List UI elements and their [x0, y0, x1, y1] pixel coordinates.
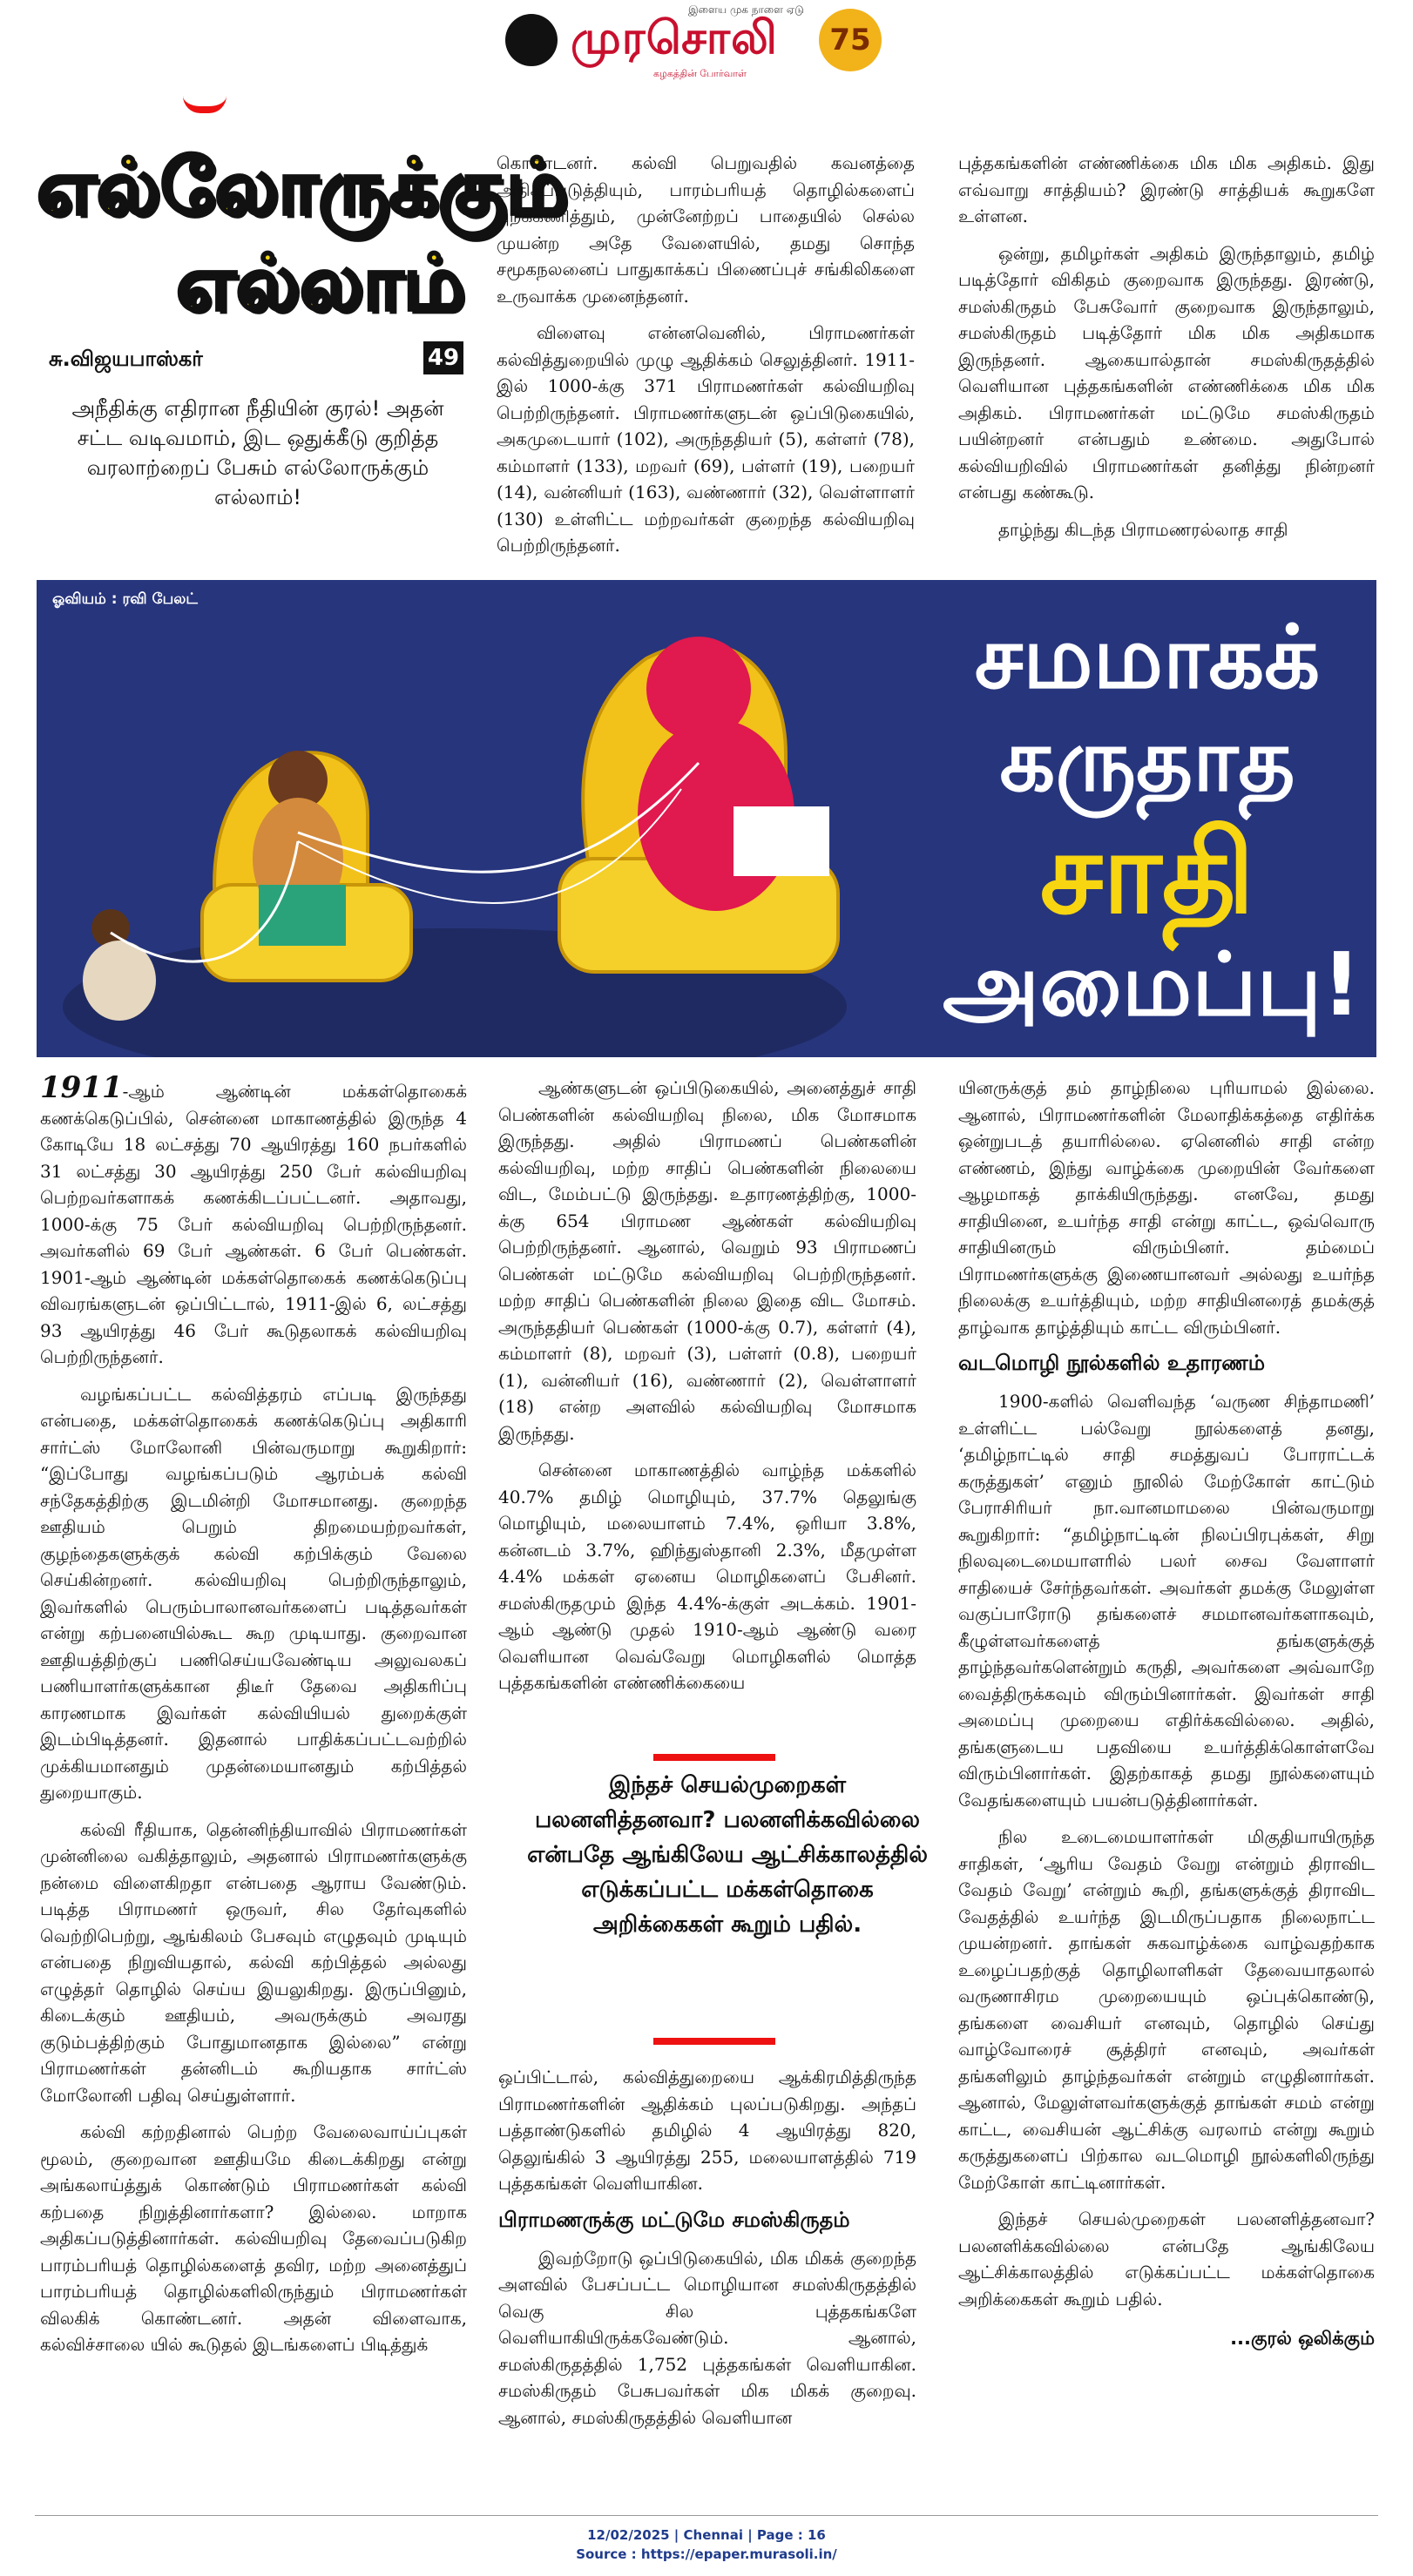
paragraph: 1900-களில் வெளிவந்த ‘வருண சிந்தாமணி’ உள்ளிட்ட பல்வேறு நூல்களைத் தனது, ‘தமிழ்நாட்டில் சாதி சமத்துவப் போராட்டக் கருத்துகள்’ எனும் நூலில் மேற்கோள் காட்டும் பேராசிரியர் நா.வானமாமலை பின்வருமாறு கூறுகிறார்: “தமிழ்நாட்டின் நிலப்பிரபுக்கள், சிறு நிலவுடைமையாளரில் பலர் சைவ வேளாளர் சாதியைச் சேர்ந்தவர்கள். அவர்கள் தமக்கு மேலுள்ள வகுப்பாரோடு தங்களைச் சமமானவர்களாகவும், கீழுள்ளவர்களைத் தங்களுக்குத் தாழ்ந்தவர்களென்றும் கருதி, அவர்களை அவ்வாறே வைத்திருக்கவும் விரும்பினார்கள். இவர்கள் சாதி அமைப்பு முறையை எதிர்க்கவில்லை. அதில், தங்களுடைய பதவியை உயர்த்திக்கொள்ளவே விரும்பினார்கள். இதற்காகத் தமது நூல்களையும் வேதங்களையும் பயன்படுத்தினார்கள்.	[958, 1391, 1375, 1811]
masthead-name: முரசொலி	[571, 12, 778, 64]
paragraph: கல்வி கற்றதினால் பெற்ற வேலைவாய்ப்புகள் மூலம், குறைவான ஊதியமே கிடைக்கிறது என்று அங்கலாய்த்துக் கொண்டும் பிராமணர்கள் கல்வி கற்பதை நிறுத்தினார்களா? இல்லை. மாறாக அதிகப்படுத்தினார்கள். கல்வியறிவு தேவைப்படுகிற பாரம்பரியத் தொழில்களைத் தவிர, மற்ற அனைத்துப் பாரம்பரியத் தொழில்களிலிருந்தும் பிராமணர்கள் விலகிக் கொண்டனர். அதன் விளைவாக, கல்விச்சாலை யில் கூடுதல் இடங்களைப் பிடித்துக்	[40, 2121, 467, 2355]
footer-rule	[35, 2515, 1378, 2516]
signoff: ...குரல் ஒலிக்கும்	[1230, 2328, 1375, 2349]
illustration-credit: ஓவியம் : ரவி பேலட்	[52, 590, 198, 608]
bottom-column-2-top	[498, 1075, 916, 1707]
author-byline: சு.விஜயபாஸ்கர்	[49, 347, 203, 371]
bottom-column-3	[958, 1075, 1375, 2362]
bottom-column-1	[40, 1070, 467, 2369]
paragraph: புத்தகங்களின் எண்ணிக்கை மிக மிக அதிகம். இது எவ்வாறு சாத்தியம்? இரண்டு சாத்தியக் கூறுகளே உள்ளன.	[958, 152, 1375, 226]
illustration-headline	[943, 606, 1362, 1036]
top-column-3	[958, 150, 1375, 553]
bottom-column-2-bottom	[498, 2064, 916, 2441]
paragraph: இவற்றோடு ஒப்பிடுகையில், மிக மிகக் குறைந்த அளவில் பேசப்பட்ட மொழியான சமஸ்கிருதத்தில் வெகு சில புத்தகங்களே வெளியாகியிருக்கவேண்டும். ஆனால், சமஸ்கிருதத்தில் 1,752 புத்தகங்கள் வெளியாகின. சமஸ்கிருதம் பேசுபவர்கள் மிக மிகக் குறைவு. ஆனால், சமஸ்கிருதத்தில் வெளியான	[498, 2247, 916, 2428]
paragraph: விளைவு என்னவெனில், பிராமணர்கள் கல்வித்துறையில் முழு ஆதிக்கம் செலுத்தினர். 1911-இல் 1000-க்கு 371 பிராமணர்கள் கல்வியறிவு பெற்றிருந்தனர். பிராமணர்களுடன் ஒப்பிடுகையில், அகமுடையார் (102), அருந்ததியர் (5), கள்ளர் (78), கம்மாளர் (133), மறவர் (69), பள்ளர் (19), பறையர் (14), வன்னியர் (163), வண்ணார் (32), வெள்ளாளர் (130) உள்ளிட்ட மற்றவர்கள் குறைந்த கல்வியறிவு பெற்றிருந்தனர்.	[497, 322, 915, 556]
callout-rule-bottom	[653, 2038, 775, 2045]
illustration-headline-line2: கருதாத	[999, 709, 1295, 811]
footer-source-link[interactable]: Source : https://epaper.murasoli.in/	[576, 2546, 837, 2562]
paragraph	[40, 1070, 467, 1371]
footer	[0, 2525, 1413, 2564]
caste-hierarchy-illustration	[37, 580, 908, 1057]
article-deck: அநீதிக்கு எதிரான நீதியின் குரல்! அதன் சட்ட வடிவமாம், இட ஒதுக்கீடு குறித்த வரலாற்றைப் பேசும் எல்லோருக்கும் எல்லாம்!	[71, 396, 444, 509]
paragraph: நில உடைமையாளர்கள் மிகுதியாயிருந்த சாதிகள், ‘ஆரிய வேதம் வேறு என்றும் திராவிட வேதம் வேறு’ என்றும் கூறி, தங்களுக்குத் திராவிட வேதத்தில் உயர்ந்த இடமிருப்பதாக நிலைநாட்ட முயன்றனர். தாங்கள் சுகவாழ்க்கை வாழ்வதற்காக உழைப்பதற்குத் தொழிலாளிகள் தேவையாதலால் வருணாசிரம முறையையும் ஒப்புக்கொண்டு, தங்களை வைசியர் எனவும், தொழில் செய்து வாழ்வோரைச் சூத்திரர் எனவும், அவர்கள் தங்களிலும் தாழ்ந்தவர்கள் என்றும் எழுதினார்கள். ஆனால், மேலுள்ளவர்களுக்குத் தாங்கள் சமம் என்று காட்ட, வைசியன் ஆட்சிக்கு வரலாம் என்று கூறும் கருத்துகளைப் பிற்கால வடமொழி நூல்களிலிருந்து மேற்கோள் காட்டினார்கள்.	[958, 1826, 1375, 2193]
kneeling-figure-body	[83, 941, 156, 1021]
series-title-line1: எல்லோருக்கும்	[37, 142, 568, 232]
masthead-emblem-icon	[505, 14, 558, 66]
subheading: வடமொழி நூல்களில் உதாரணம்	[958, 1351, 1266, 1375]
paragraph-text: -ஆம் ஆண்டின் மக்கள்தொகைக் கணக்கெடுப்பில், சென்னை மாகாணத்தில் இருந்த 4 கோடியே 18 லட்சத்து 70 ஆயிரத்து 160 நபர்களில் 31 லட்சத்து 30 ஆயிரத்து 250 பேர் கல்வியறிவு பெற்றவர்களாகக் கணக்கிடப்பட்டனர். அதாவது, 1000-க்கு 75 பேர் கல்வியறிவு பெற்றிருந்தனர். அவர்களில் 69 பேர் ஆண்கள். 6 பேர் பெண்கள். 1901-ஆம் ஆண்டின் மக்கள்தொகைக் கணக்கெடுப்பு விவரங்களுடன் ஒப்பிட்டால், 1911-இல் 6, லட்சத்து 93 ஆயிரத்து 46 பேர் கூடுதலாகக் கல்வியறிவு பெற்றிருந்தனர்.	[40, 1081, 467, 1367]
masthead-tagline: இளைய முக நாளை ஏடு	[688, 3, 804, 16]
paragraph: ஒப்பிட்டால், கல்வித்துறையை ஆக்கிரமித்திருந்த பிராமணர்களின் ஆதிக்கம் புலப்படுகிறது. அந்தப் பத்தாண்டுகளில் தமிழில் 4 ஆயிரத்து 820, தெலுங்கில் 3 ஆயிரத்து 255, மலையாளத்தில் 719 புத்தகங்கள் வெளியாகின.	[498, 2067, 916, 2194]
footer-dateline: 12/02/2025 | Chennai | Page : 16	[587, 2527, 826, 2543]
anniversary-badge: 75	[819, 9, 882, 71]
illustration-panel	[37, 580, 1376, 1057]
illustration-headline-line1: சமமாகக்	[974, 606, 1321, 708]
paragraph: தாழ்ந்து கிடந்த பிராமணரல்லாத சாதி	[998, 518, 1288, 540]
paragraph: வழங்கப்பட்ட கல்வித்தரம் எப்படி இருந்தது என்பதை, மக்கள்தொகைக் கணக்கெடுப்பு அதிகாரி சார்ட்ஸ் மோலோனி பின்வருமாறு கூறுகிறார்: “இப்போது வழங்கப்படும் ஆரம்பக் கல்வி சந்தேகத்திற்கு இடமின்றி மோசமானது. குறைந்த ஊதியம் பெறும் திறமையற்றவர்கள், குழந்தைகளுக்குக் கல்வி கற்பிக்கும் வேலை செய்கின்றனர். கல்வியறிவு பெற்றிருந்தாலும், இவர்களில் பெரும்பாலானவர்களைப் படித்தவர்கள் என்று கற்பனையில்கூட கூற முடியாது. குறைவான ஊதியத்திற்குப் பணிசெய்யவேண்டிய அலுவலகப் பணியாளர்களுக்கான திடீர் தேவை அதிகரிப்பு காரணமாக இவர்கள் கல்வியியல் துறைக்குள் இடம்பிடித்தனர். இதனால் பாதிக்கப்பட்டவற்றில் முக்கியமானதும் முதன்மையானதும் கற்பித்தல் துறையாகும்.	[40, 1383, 467, 1803]
pull-quote: இந்தச் செயல்முறைகள் பலனளித்தனவா? பலனளிக்கவில்லை என்பதே ஆங்கிலேய ஆட்சிக்காலத்தில் எடுக்கப்பட்ட மக்கள்தொகை அறிக்கைகள் கூறும் பதில்.	[527, 1772, 928, 1938]
paragraph: கல்வி ரீதியாக, தென்னிந்தியாவில் பிராமணர்கள் முன்னிலை வகித்தாலும், அதனால் பிராமணர்களுக்கு நன்மை விளைகிறதா என்பதை ஆராய வேண்டும். படித்த பிராமணர் ஒருவர், சில தேர்வுகளில் வெற்றிபெற்று, ஆங்கிலம் பேசவும் எழுதவும் முடியும் என்பதை நிறுவியதால், கல்வி கற்பித்தல் அல்லது எழுத்தர் தொழில் செய்ய இயலுகிறது. இருப்பினும், கிடைக்கும் ஊதியம், அவருக்கும் அவரது குடும்பத்திற்கும் போதுமானதாக இல்லை” என்று பிராமணர்கள் தன்னிடம் கூறியதாக சார்ட்ஸ் மோலோனி பதிவு செய்துள்ளார்.	[40, 1818, 467, 2106]
top-column-2	[497, 150, 915, 570]
illustration-headline-line3: சாதி	[1039, 806, 1255, 939]
drop-number: 1911	[40, 1070, 123, 1105]
masthead-subline: கழகத்தின் போர்வாள்	[653, 68, 747, 79]
paragraph: ஒன்று, தமிழர்கள் அதிகம் இருந்தாலும், தமிழ் படித்தோர் விகிதம் குறைவாக இருந்தது. இரண்டு, சமஸ்கிருதம் பேசுவோர் குறைவாக இருந்தாலும், சமஸ்கிருதம் படித்தோர் மிக மிக அதிகமாக இருந்தனர். ஆகையால்தான் சமஸ்கிருதத்தில் வெளியான புத்தகங்களின் எண்ணிக்கை மிக மிக அதிகம். பிராமணர்கள் மட்டுமே சமஸ்கிருதம் பயின்றனர் என்பதும் உண்மை. அதுபோல் கல்வியறிவில் பிராமணர்கள் தனித்து நின்றனர் என்பது கண்கூடு.	[958, 242, 1375, 502]
paragraph: சென்னை மாகாணத்தில் வாழ்ந்த மக்களில் 40.7% தமிழ் மொழியும், 37.7% தெலுங்கு மொழியும், மலையாளம் 7.4%, ஒரியா 3.8%, கன்னடம் 3.7%, ஹிந்துஸ்தானி 2.3%, மீதமுள்ள 4.4% மக்கள் ஏனைய மொழிகளைப் பேசினர். சமஸ்கிருதமும் இந்த 4.4%-க்குள் அடக்கம். 1901-ஆம் ஆண்டு முதல் 1910-ஆம் ஆண்டு வரை வெளியான வெவ்வேறு மொழிகளில் மொத்த புத்தகங்களின் எண்ணிக்கையை	[498, 1460, 916, 1693]
paragraph: கொண்டனர். கல்வி பெறுவதில் கவனத்தை அதிகப்படுத்தியும், பாரம்பரியத் தொழில்களைப் புறக்கணித்தும், முன்னேற்றப் பாதையில் செல்ல முயன்ற அதே வேளையில், தமது சொந்த சமூகநலனைப் பாதுகாக்கப் பிணைப்புச் சங்கிலிகளை உருவாக்க முனைந்தனர்.	[497, 152, 915, 307]
paragraph: ஆண்களுடன் ஒப்பிடுகையில், அனைத்துச் சாதி பெண்களின் கல்வியறிவு நிலை, மிக மோசமாக இருந்தது. அதில் பிராமணப் பெண்களின் கல்வியறிவு, மற்ற சாதிப் பெண்களின் நிலையை விட, மேம்பட்டு இருந்தது. உதாரணத்திற்கு, 1000-க்கு 654 பிராமண ஆண்கள் கல்வியறிவு பெற்றிருந்தனர். ஆனால், வெறும் 93 பிராமணப் பெண்கள் மட்டுமே கல்வியறிவு பெற்றிருந்தனர். மற்ற சாதிப் பெண்களின் நிலை இதை விட மோசம். அருந்ததியர் பெண்கள் (1000-க்கு 0.7), கள்ளர் (4), கம்மாளர் (8), மறவர் (3), பள்ளர் (0.8), பறையர் (1), வன்னியர் (16), வண்ணார் (2), வெள்ளாளர் (18) என்ற அளவில் கல்வியறிவு மோசமாக இருந்தது.	[498, 1077, 916, 1444]
top-figure-dhoti	[734, 806, 829, 876]
decorative-arc	[183, 96, 226, 113]
masthead	[488, 0, 923, 85]
paragraph: யினருக்குத் தம் தாழ்நிலை புரியாமல் இல்லை. ஆனால், பிராமணர்களின் மேலாதிக்கத்தை எதிர்க்க ஒன்றுபடத் தயாரில்லை. ஏனெனில் சாதி என்ற எண்ணம், இந்து வாழ்க்கை முறையின் வேர்களை ஆழமாகத் தாக்கியிருந்தது. எனவே, தமது சாதியினை, உயர்ந்த சாதி என்று காட்ட, ஒவ்வொரு சாதியினரும் விரும்பினர். தம்மைப் பிராமணர்களுக்கு இணையானவர் அல்லது உயர்ந்த நிலைக்கு உயர்த்தியும், மற்ற சாதியினரைத் தமக்குத் தாழ்வாக தாழ்த்தியும் காட்ட விரும்பினர்.	[958, 1077, 1375, 1338]
series-title-line2: எல்லாம்	[176, 238, 465, 327]
illustration-headline-line4: அமைப்பு!	[943, 934, 1362, 1035]
subheading: பிராமணருக்கு மட்டுமே சமஸ்கிருதம்	[498, 2207, 850, 2232]
callout-rule-top	[653, 1754, 775, 1761]
series-title	[37, 139, 568, 340]
paragraph: இந்தச் செயல்முறைகள் பலனளித்தனவா? பலனளிக்கவில்லை என்பதே ஆங்கிலேய ஆட்சிக்காலத்தில் எடுக்கப்பட்ட மக்கள்தொகை அறிக்கைகள் கூறும் பதில்.	[958, 2208, 1375, 2310]
part-number-badge: 49	[423, 341, 463, 374]
